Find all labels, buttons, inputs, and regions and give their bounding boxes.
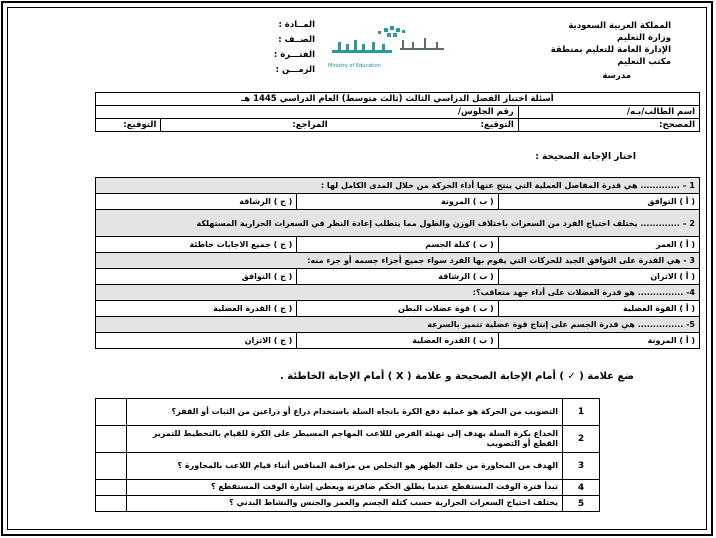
- grade-field: الصــف :: [278, 35, 315, 45]
- answer-box[interactable]: [96, 399, 127, 426]
- statement-text: يختلف احتياج السعرات الحرارية حسب كتلة الجسم والعمر والجنس والنشاط البدني ؟: [127, 496, 563, 512]
- logo-english-text: Ministry of Education: [328, 63, 381, 69]
- mcq-table: [95, 177, 700, 349]
- statement-text: الخداع بكرة السلة يهدف إلى تهيئة الفرص لللاعب المهاجم المسيطر على الكرة للقيام بالتخطيط للتمرير القطع أو التصويب: [127, 426, 563, 453]
- header-line: وزارة التعليم: [617, 33, 671, 43]
- choice-a[interactable]: ( أ ) العمر: [498, 237, 699, 253]
- ministry-logo: [328, 24, 448, 74]
- question-text: 5- ............... هي قدرة الجسم على إنتاج قوة عضلية تتميز بالسرعة: [96, 317, 700, 333]
- statement-number: 5: [563, 496, 600, 512]
- choice-c[interactable]: ( ج ) جميع الاجابات خاطئة: [96, 237, 297, 253]
- header-line: المملكة العربية السعودية: [568, 21, 671, 31]
- corrector-field: المصحح:: [518, 119, 699, 132]
- seat-number-field: رقم الجلوس/: [96, 106, 519, 119]
- answer-box[interactable]: [96, 480, 127, 496]
- answer-box[interactable]: [96, 496, 127, 512]
- logo-arabic-text: [418, 68, 423, 69]
- question-text: 2 – ............. يختلف احتياج الفرد من السعرات باختلاف الوزن والطول مما يتطلب إعادة النظر في السعرات الحرارية المستهلكة: [96, 210, 700, 237]
- answer-box[interactable]: [96, 453, 127, 480]
- period-field: الفتـــرة :: [273, 50, 315, 60]
- answer-box[interactable]: [96, 426, 127, 453]
- choice-a[interactable]: ( أ ) القوة العضلية: [498, 301, 699, 317]
- header-line: الإدارة العامة للتعليم بمنطقة: [550, 45, 671, 55]
- header-right: [531, 20, 671, 82]
- signature-reviewer-cell: [161, 119, 518, 132]
- choice-b[interactable]: ( ب ) القدرة العضلية: [297, 333, 498, 349]
- statement-number: 3: [563, 453, 600, 480]
- statement-number: 4: [563, 480, 600, 496]
- choice-a[interactable]: ( أ ) الاتزان: [498, 269, 699, 285]
- choice-c[interactable]: ( ج ) التوافق: [96, 269, 297, 285]
- exam-info-table: [95, 92, 700, 132]
- choice-c[interactable]: ( ج ) القدرة العضلية: [96, 301, 297, 317]
- statement-number: 1: [563, 399, 600, 426]
- section1-heading: اختار الإجابة الصحيحة :: [535, 152, 636, 162]
- school-label: مدرسة: [602, 71, 631, 81]
- true-false-table: [95, 398, 600, 512]
- choice-c[interactable]: ( ج ) الرشاقة: [96, 194, 297, 210]
- choice-c[interactable]: ( ج ) الاتزان: [96, 333, 297, 349]
- question-text: 1 – ............. هي قدرة المفاصل العملية التي ينتج عنها أداء الحركة من خلال المدى الكامل لها :: [96, 178, 700, 194]
- choice-b[interactable]: ( ب ) كتلة الجسم: [297, 237, 498, 253]
- question-text: 3 - هي القدرة على التوافق الجيد للحركات التي يقوم بها الفرد سواء جميع أجزاء جسمه أو جزء منه:: [96, 253, 700, 269]
- choice-b[interactable]: ( ب ) الرشاقة: [297, 269, 498, 285]
- statement-number: 2: [563, 426, 600, 453]
- statement-text: التصويب من الحركة هو عملية دفع الكرة باتجاه السلة باستخدام ذراع أو ذراعين من الثبات أو القفز؟: [127, 399, 563, 426]
- choice-a[interactable]: ( أ ) المرونة: [498, 333, 699, 349]
- section2-heading: ضع علامة ( ✓ ) أمام الإجابة الصحيحة و علامة ( X ) أمام الإجابة الخاطئة .: [280, 371, 634, 382]
- header-line: مكتب التعليم: [617, 57, 671, 67]
- statement-text: الهدف من المحاورة من خلف الظهر هو التخلص من مراقبة المنافس أثناء قيام اللاعب بالمحاورة ؟: [127, 453, 563, 480]
- exam-title: أسئلة اختبار الفصل الدراسي الثالث (ثالث متوسط) العام الدراسي 1445 هـ: [96, 93, 700, 106]
- choice-a[interactable]: ( أ ) التوافق: [498, 194, 699, 210]
- statement-text: تبدأ فترة الوقت المستقطع عندما يطلق الحكم صافرته ويعطي إشارة الوقت المستقطع ؟: [127, 480, 563, 496]
- choice-b[interactable]: ( ب ) المرونة: [297, 194, 498, 210]
- question-text: 4- ............... هو قدرة العضلات على أداء جهد متعاقب؟:: [96, 285, 700, 301]
- subject-field: المــادة :: [278, 20, 315, 30]
- choice-b[interactable]: ( ب ) قوة عضلات البطن: [297, 301, 498, 317]
- student-name-field: اسم الطالب/بـه/: [518, 106, 699, 119]
- signature-field-2: التوقيع:: [96, 119, 161, 132]
- reviewer-field: المراجع:: [292, 120, 328, 130]
- time-field: الزمـــن :: [275, 65, 315, 75]
- signature-field: التوقيع:: [480, 120, 514, 130]
- header-left-fields: [255, 18, 315, 78]
